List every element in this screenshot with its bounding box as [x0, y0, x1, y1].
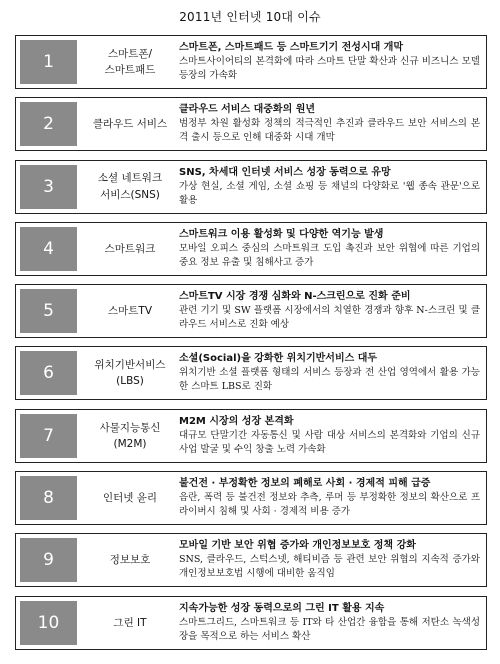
issue-name: 스마트폰/ 스마트패드: [104, 47, 156, 76]
issue-description: [179, 102, 480, 146]
issue-row: [15, 284, 487, 338]
issue-body: 가상 현실, 소셜 게임, 소셜 쇼핑 등 채널의 다양화로 '웹 종속 관문'으로 활용: [179, 180, 480, 206]
issue-headline: M2M 시장의 성장 본격화: [179, 415, 294, 427]
issue-name: 그린 IT: [113, 616, 147, 629]
issue-number: 8: [20, 476, 77, 520]
issue-number: 7: [20, 414, 77, 458]
issue-headline: 불건전 · 부정확한 정보의 폐해로 사회 · 경제적 피해 급증: [179, 478, 431, 490]
issue-number: 6: [20, 351, 77, 395]
issue-number: 10: [20, 601, 77, 645]
issue-row: [15, 97, 487, 151]
issue-headline: 스마트폰, 스마트패드 등 스마트기기 전성시대 개막: [179, 42, 404, 53]
issue-body: SNS, 클라우드, 스턱스넷, 해티비즘 등 관련 보안 위협의 지속적 증가와 개인정보보호법 시행에 대비한 움직임: [179, 554, 480, 580]
issue-row: [15, 346, 487, 400]
issue-headline: SNS, 차세대 인터넷 서비스 성장 동력으로 유망: [179, 166, 391, 178]
issue-name: 위치기반서비스 (LBS): [94, 359, 166, 388]
issue-description: [179, 476, 480, 520]
issue-row: [15, 222, 487, 276]
issue-body: 음란, 폭력 등 불건전 정보와 추측, 루머 등 부정확한 정보의 확산으로 프라이버시 침해 및 사회 · 경제적 비용 증가: [179, 492, 480, 518]
issue-name: 스마트TV: [107, 305, 153, 318]
issue-body: 관련 기기 및 SW 플랫폼 시장에서의 치열한 경쟁과 향후 N-스크린 및 클라우드 서비스로 진화 예상: [179, 305, 480, 331]
issue-row: [15, 160, 487, 214]
issue-name: 인터넷 윤리: [102, 491, 158, 504]
issue-row: [15, 596, 487, 650]
issue-headline: 클라우드 서비스 대중화의 원년: [179, 104, 316, 116]
issue-headline: 스마트워크 이용 활성화 및 다양한 역기능 발생: [179, 228, 384, 240]
issue-row: [15, 533, 487, 587]
issue-number: 1: [20, 40, 77, 84]
issue-headline: 소셜(Social)을 강화한 위치기반서비스 대두: [179, 353, 378, 365]
issue-name: 사물지능통신 (M2M): [99, 421, 161, 450]
issue-body: 대규모 단말기간 자동통신 및 사람 대상 서비스의 본격화와 기업의 신규 사업 발굴 및 수익 창출 노력 가속화: [179, 429, 480, 455]
issue-body: 범정부 차원 활성화 정책의 적극적인 추진과 클라우드 보안 서비스의 본격 출시 등으로 인해 대중화 시대 개막: [179, 118, 480, 144]
issue-row: [15, 471, 487, 525]
issue-description: [179, 414, 480, 458]
issue-description: [179, 289, 480, 333]
issue-headline: 스마트TV 시장 경쟁 심화와 N-스크린으로 진화 준비: [179, 291, 411, 303]
issue-name: 클라우드 서비스: [92, 118, 168, 131]
issue-description: [179, 601, 480, 645]
issue-headline: 모바일 기반 보안 위협 증가와 개인정보보호 정책 강화: [179, 540, 416, 552]
issue-name: 스마트워크: [104, 242, 156, 255]
page-title: 2011년 인터넷 10대 이슈: [179, 10, 321, 24]
issue-number: 9: [20, 538, 77, 582]
issue-headline: 지속가능한 성장 동력으로의 그린 IT 활용 지속: [179, 602, 385, 614]
issue-description: [179, 227, 480, 271]
issue-description: [179, 165, 480, 209]
issue-description: [179, 351, 480, 395]
issue-row: [15, 409, 487, 463]
issue-row: [15, 35, 487, 89]
issue-name: 소셜 네트워크 서비스(SNS): [97, 172, 163, 201]
issue-number: 2: [20, 102, 77, 146]
issue-name: 정보보호: [109, 554, 151, 567]
issue-number: 3: [20, 165, 77, 209]
issue-list: [15, 35, 487, 658]
issue-description: [179, 538, 480, 582]
issue-number: 4: [20, 227, 77, 271]
issue-description: [179, 40, 480, 84]
issue-body: 모바일 오피스 중심의 스마트워크 도입 촉진과 보안 위협에 따른 기업의 중요 정보 유출 및 침해사고 증가: [179, 242, 480, 268]
issue-body: 위치기반 소셜 플랫폼 형태의 서비스 등장과 전 산업 영역에서 활용 가능한 스마트 LBS로 진화: [179, 367, 480, 393]
issue-body: 스마트사이어티의 본격화에 따라 스마트 단말 확산과 신규 비즈니스 모델 등장의 가속화: [179, 56, 480, 81]
issue-body: 스마트그리드, 스마트워크 등 IT와 타 산업간 융합을 통해 저탄소 녹색성장을 목적으로 하는 서비스 확산: [179, 616, 480, 642]
issue-number: 5: [20, 289, 77, 333]
